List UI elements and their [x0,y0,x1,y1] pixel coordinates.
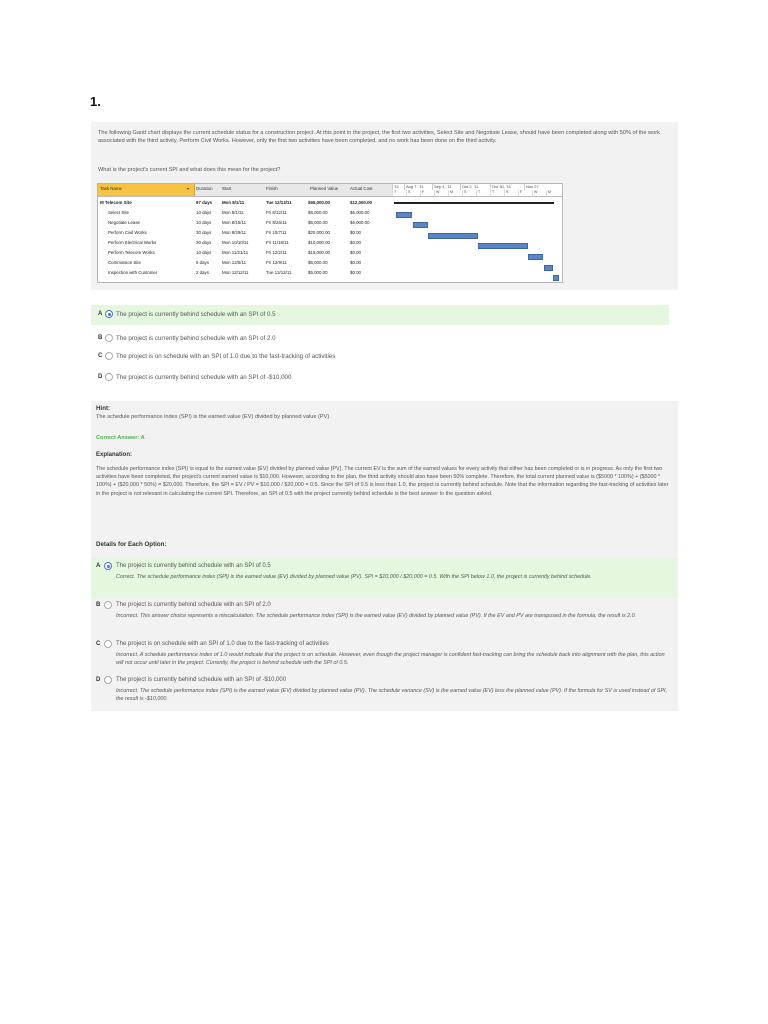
gantt-task-bar [553,275,559,281]
option-letter: B [98,335,103,341]
gantt-cell-start: Mon 8/15/11 [222,220,247,225]
gantt-cell-start: Mon 8/1/11 [222,200,245,205]
gantt-task-bar [478,243,528,249]
timeline-day: F [520,190,523,194]
gantt-cell-pv: $10,000.00 [308,240,330,245]
gantt-cell-ac: $0.00 [350,270,361,275]
radio-button[interactable] [104,676,112,684]
explanation-label: Explanation: [96,452,133,458]
details-label: Details for Each Option: [96,541,167,548]
gantt-timeline-header [392,184,562,197]
gantt-cell-ac: $0.00 [350,230,361,235]
gantt-cell-start: Mon 10/10/11 [222,240,249,245]
gantt-cell-duration: 10 days [196,220,212,225]
option-text: The project is currently behind schedule with an SPI of 2.0 [116,602,271,608]
gantt-row [98,239,392,248]
option-letter: D [96,677,101,683]
gantt-cell-ac: $12,000.00 [350,200,372,205]
gantt-cell-duration: 30 days [196,240,212,245]
gantt-cell-ac: $0.00 [350,250,361,255]
planned-value-header: Planned Value [310,186,339,191]
timeline-month: Oct 2, '11 [462,184,479,189]
gantt-cell-duration: 10 days [196,250,212,255]
gantt-cell-pv: $5,000.00 [308,260,328,265]
gantt-cell-name: Perform Civil Works [108,230,147,235]
question-paragraph: The following Gantt chart displays the current schedule status for a construction project. At this point in the project, the first two activities, Select Site and Negotiate Lease, should have been completed along with 50% of the work associated with the third activity, Perform Civil Works. However, only the first two activities have been completed, and no work has been done on the third activity. [98,130,660,144]
radio-button[interactable] [104,640,112,648]
timeline-day: W [436,190,440,194]
gantt-cell-duration: 30 days [196,230,212,235]
option-explanation: Correct. The schedule performance index (SPI) is the earned value (EV) divided by planned value (PV). SPI = $10,000 / $20,000 = 0.5. With the SPI below 1.0, the project is currently behind schedule. [116,574,592,580]
gantt-header [98,184,392,197]
timeline-day: W [534,190,538,194]
gantt-cell-duration: 97 days [196,200,213,205]
radio-button[interactable] [105,352,113,360]
gantt-cell-duration: 5 days [196,260,209,265]
timeline-month: Sep 4, '11 [434,184,452,189]
explanation-text: The schedule performance index (SPI) is equal to the earned value (EV) divided by planned value (PV). The current EV is the sum of the earned values for every activity that either has been completed or is in progress. As only the first two activities have been completed, the project's current earned value is $10,000. However, according to the plan, the third activity should also have been 50% complete. Therefore, the total current planned value is ($5000 * 100%) + ($5000 * 100%) + ($20,000 * 50%) = $20,000. Therefore, the SPI = EV / PV = $10,000 / $20,000 = 0.5. Since the SPI of 0.5 is less than 1.0, the project is currently behind schedule. Note that the information regarding the fast-tracking of activities later in the project is not relevant in calculating the current SPI. Therefore, an SPI of 0.5 with the project currently behind schedule is the best answer to the question asked. [96,466,669,497]
option-text: The project is currently behind schedule with an SPI of 2.0 [116,335,276,342]
option-letter: B [96,602,101,608]
gantt-task-bar [528,254,543,260]
gantt-row [98,219,392,228]
gantt-cell-pv: $20,000.00 [308,230,330,235]
task-name-header-label: Task Name [100,186,122,191]
gantt-cell-pv: $5,000.00 [308,210,328,215]
gantt-cell-finish: Fri 12/2/11 [266,250,287,255]
gantt-cell-name: Select Site [108,210,129,215]
gantt-cell-name: ⊟ Telecom Site [100,200,132,205]
gantt-cell-name: Negotiate Lease [108,220,140,225]
option-explanation: Incorrect. A schedule performance index of 1.0 would indicate that the project is on schedule. However, even though the project manager is confident fast-tracking can bring the schedule back into alignment with the plan, this action will not occur until later in the project. Currently, the project is behind schedule with the SPI of 0.5. [116,652,665,666]
option-letter: C [96,641,101,647]
gantt-cell-start: Mon 11/21/11 [222,250,249,255]
gantt-cell-finish: Fri 11/18/11 [266,240,289,245]
duration-header: Duration [196,186,213,191]
start-header: Start [222,186,232,191]
option-text: The project is on schedule with an SPI of 1.0 due to the fast-tracking of activities [116,641,329,647]
correct-answer: Correct Answer: A [96,435,145,441]
option-letter: A [96,563,101,569]
timeline-day: S [464,190,467,194]
option-text: The project is currently behind schedule with an SPI of -$10,000 [116,677,287,683]
gantt-cell-finish: Fri 12/9/11 [266,260,287,265]
gantt-row [98,199,392,208]
gantt-cell-start: Mon 8/1/11 [222,210,244,215]
radio-button[interactable] [104,601,112,609]
gantt-cell-pv: $65,000.00 [308,200,330,205]
gantt-cell-ac: $6,000.00 [350,210,370,215]
gantt-cell-start: Mon 12/12/11 [222,270,249,275]
gantt-task-bar [413,222,428,228]
gantt-cell-duration: 2 days [196,270,209,275]
hint-label: Hint: [96,405,111,412]
gantt-cell-finish: Tue 12/13/11 [266,270,292,275]
gantt-cell-finish: Fri 8/12/11 [266,210,287,215]
timeline-month: '11 [394,184,399,189]
gantt-cell-pv: $5,000.00 [308,220,328,225]
gantt-cell-start: Mon 8/29/11 [222,230,247,235]
gantt-row [98,249,392,258]
option-explanation: Incorrect. This answer choice represents a miscalculation. The schedule performance index (SPI) is the earned value (EV) divided by planned value (PV). If the EV and PV are transposed in the formula, the result is 2.0. [116,613,637,619]
question-prompt: What is the project's current SPI and what does this mean for the project? [98,167,281,173]
option-text: The project is currently behind schedule with an SPI of 0.5 [116,311,276,318]
radio-button[interactable] [105,373,113,381]
gantt-cell-finish: Fri 10/7/11 [266,230,287,235]
timeline-month: Nov 27 [526,184,539,189]
timeline-day: T [492,190,495,194]
task-name-header [98,184,195,196]
gantt-row [98,269,392,278]
gantt-chart-image [97,183,563,283]
gantt-task-bar [396,212,412,218]
option-letter: C [98,353,103,359]
option-text: The project is currently behind schedule with an SPI of -$10,000 [116,374,292,381]
timeline-month: Oct 30, '11 [492,184,511,189]
timeline-day: T [394,190,397,194]
question-number: 1. [90,94,101,109]
gantt-cell-name: Perform Electrical Works [108,240,157,245]
option-letter: A [98,311,103,317]
timeline-day: S [408,190,411,194]
gantt-cell-name: Perform Telecom Works [108,250,155,255]
radio-button[interactable] [105,334,113,342]
timeline-day: F [422,190,425,194]
radio-button[interactable] [104,562,112,570]
feedback-panel [91,401,678,711]
hint-text: The schedule performance index (SPI) is the earned value (EV) divided by planned value (PV). [96,414,331,420]
actual-cost-header: Actual Cost [350,186,373,191]
option-text: The project is on schedule with an SPI of 1.0 due to the fast-tracking of activities [116,353,336,360]
gantt-task-bar [544,265,553,271]
timeline-month: Aug 7, '11 [406,184,424,189]
gantt-cell-duration: 10 days [196,210,212,215]
timeline-day: M [548,190,551,194]
gantt-task-bar [428,233,478,239]
option-explanation: Incorrect. The schedule performance index (SPI) is the earned value (EV) divided by planned value (PV). The schedule variance (SV) is the earned value (EV) less the planned value (PV). If the formula for SV is used instead of SPI, the result is -$10,000. [116,688,668,702]
radio-button[interactable] [105,310,113,318]
gantt-cell-finish: Fri 8/26/11 [266,220,287,225]
gantt-cell-finish: Tue 12/13/11 [266,200,292,205]
dropdown-arrow-icon: ▾ [187,186,190,191]
gantt-cell-name: Inspection with Customer [108,270,158,275]
option-letter: D [98,374,103,380]
gantt-summary-bar [394,202,554,204]
option-text: The project is currently behind schedule with an SPI of 0.5 [116,563,271,569]
gantt-cell-ac: $6,000.00 [350,220,370,225]
gantt-row [98,229,392,238]
question-panel [91,122,678,290]
gantt-cell-start: Mon 12/5/11 [222,260,247,265]
timeline-day: S [506,190,509,194]
gantt-cell-ac: $0.00 [350,260,361,265]
finish-header: Finish [266,186,278,191]
gantt-row [98,209,392,218]
timeline-day: M [450,190,453,194]
timeline-day: T [478,190,481,194]
gantt-cell-name: Commission Site [108,260,141,265]
gantt-cell-pv: $5,000.00 [308,270,328,275]
gantt-cell-ac: $0.00 [350,240,361,245]
gantt-row [98,259,392,268]
gantt-cell-pv: $15,000.00 [308,250,330,255]
